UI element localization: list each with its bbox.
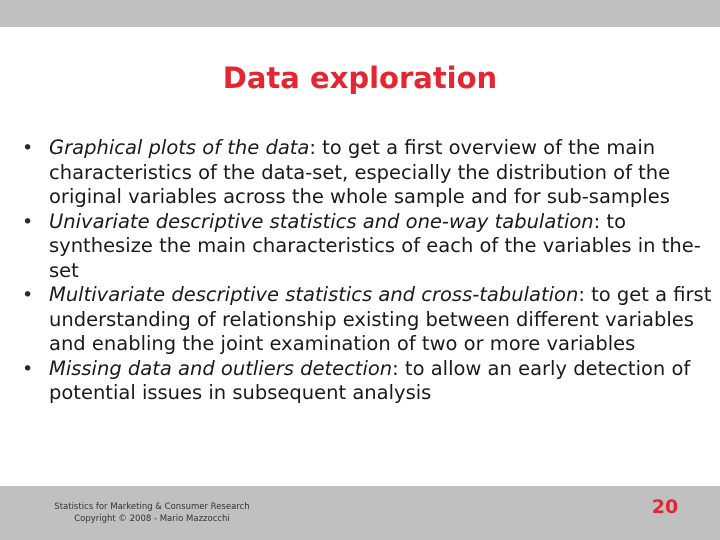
bullet-text: : to get a first overview of the main characteristics of the data-set, especially the distribution of the original variables across the whole sample and for sub-samples — [49, 136, 671, 208]
bullet-text: : to synthesize the main characteristics of each of the variables in the-set — [49, 209, 701, 282]
bullet-icon: • — [22, 210, 34, 233]
bullet-term: Missing data and outliers detection — [49, 356, 393, 380]
bullet-icon: • — [22, 284, 34, 306]
bullet-term: Univariate descriptive statistics and one-way tabulation — [49, 209, 594, 233]
bullet-list — [22, 136, 712, 406]
footer-copyright: Copyright © 2008 - Mario Mazzocchi — [74, 514, 230, 524]
footer-course-title: Statistics for Marketing & Consumer Research — [54, 502, 250, 512]
page-number: 20 — [651, 496, 679, 518]
bullet-item — [22, 210, 712, 284]
bullet-term: Graphical plots of the data — [49, 136, 310, 159]
bullet-text: : to get a first understanding of relationship existing between different variables and enabling the joint examination of two or more variables — [49, 283, 712, 355]
bullet-icon: • — [22, 137, 34, 159]
bullet-item — [22, 136, 712, 210]
bullet-item — [22, 357, 712, 406]
bullet-item — [22, 283, 712, 357]
footer-credits — [32, 501, 272, 525]
slide-title: Data exploration — [222, 61, 498, 95]
bullet-icon: • — [22, 357, 34, 380]
top-band — [0, 0, 720, 27]
bullet-text: : to allow an early detection of potential issues in subsequent analysis — [49, 356, 691, 404]
bullet-term: Multivariate descriptive statistics and cross-tabulation — [49, 283, 579, 306]
